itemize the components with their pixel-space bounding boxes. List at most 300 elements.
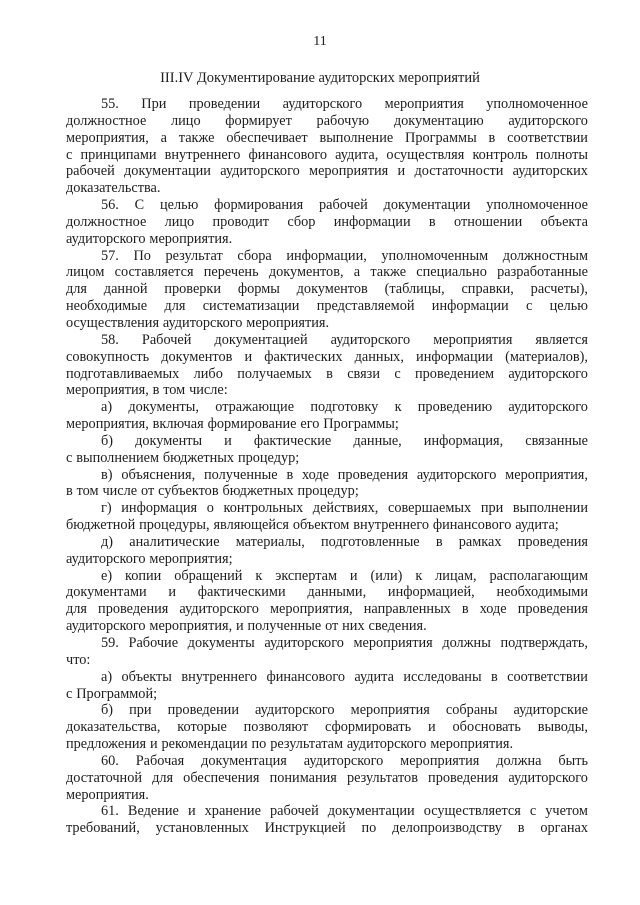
word: документацию: [393, 112, 484, 129]
word: сбор: [287, 213, 316, 230]
word: о: [206, 500, 214, 517]
word: обеспечивает: [226, 129, 308, 146]
word: том: [163, 382, 186, 399]
word: числе: [102, 483, 138, 500]
word: уполномоченное: [486, 96, 588, 112]
word: (или): [370, 567, 403, 584]
word: с: [66, 449, 73, 466]
word: мероприятия: [350, 702, 430, 719]
word: и: [244, 348, 253, 365]
word: по: [251, 736, 267, 753]
text-line: [66, 669, 588, 686]
text-line: [66, 551, 588, 568]
word: проведении: [167, 702, 239, 719]
word: мероприятия.: [430, 736, 514, 753]
word: объекты: [121, 668, 172, 685]
word: сформировать: [325, 719, 412, 736]
word: при: [480, 500, 504, 517]
word: совершаемых: [388, 500, 472, 517]
text-line: [66, 197, 588, 214]
word: быть: [558, 752, 588, 769]
text-line: [66, 719, 588, 736]
word: принципами: [80, 146, 157, 163]
word: проведении: [188, 96, 261, 112]
word: рабочей: [269, 803, 319, 820]
word: а: [160, 129, 167, 146]
text-line: [66, 820, 588, 837]
word: информации,: [286, 247, 367, 264]
text-line: [66, 264, 588, 281]
word: рамках: [458, 533, 502, 550]
word: понимания: [269, 769, 337, 786]
word: том: [76, 483, 99, 500]
word: числе:: [189, 382, 228, 399]
word: Инструкцией: [264, 820, 346, 837]
word: контроль: [472, 146, 528, 163]
word: информация: [121, 500, 198, 517]
word: полученные: [203, 466, 278, 483]
word: аудиторского: [162, 314, 243, 331]
word: расчеты),: [530, 281, 588, 298]
word: аудиторского: [508, 365, 588, 382]
word: с: [394, 365, 401, 382]
text-line: [66, 568, 588, 585]
word: действиях,: [312, 500, 379, 517]
word: и: [149, 736, 158, 753]
text-line: [66, 652, 588, 669]
word: систематизации: [202, 298, 300, 315]
word: По: [133, 247, 151, 264]
word: мероприятия: [353, 635, 433, 651]
word: документации: [383, 197, 471, 214]
word: достаточности: [414, 163, 504, 180]
text-line: [66, 450, 588, 467]
page-number: 11: [313, 34, 327, 49]
word: достаточной: [66, 769, 143, 786]
word: аудиторского: [508, 112, 588, 129]
word: для: [66, 281, 87, 298]
text-line: [66, 736, 588, 753]
text-line: [66, 534, 588, 551]
word: должна: [496, 752, 542, 769]
word: установленных: [155, 820, 249, 837]
word: бюджетных: [222, 483, 294, 500]
word: проведения: [337, 466, 409, 483]
word: д): [101, 533, 114, 550]
word: процедур;: [237, 449, 300, 466]
word: выполнением: [76, 449, 160, 466]
word: либо: [193, 365, 223, 382]
word: в: [326, 365, 333, 382]
word: б): [101, 432, 114, 449]
word: разработанные: [497, 264, 588, 281]
word: сведения.: [368, 618, 427, 635]
word: информации: [333, 213, 411, 230]
word: с: [529, 803, 537, 820]
word: бюджетных: [162, 449, 235, 466]
word: материалы,: [235, 533, 305, 550]
word: представляемой: [316, 298, 415, 315]
word: данной: [103, 281, 148, 298]
word: в: [286, 466, 294, 483]
word: аудиторского: [264, 635, 344, 651]
word: в: [461, 601, 469, 618]
word: С: [134, 197, 145, 214]
word: мероприятия;: [149, 550, 233, 567]
word: которые: [177, 719, 227, 736]
word: проведения: [517, 533, 588, 550]
word: и: [187, 803, 196, 820]
word: а): [101, 668, 113, 685]
word: Рабочей: [141, 331, 192, 348]
word: для: [164, 298, 186, 315]
word: ходе: [479, 601, 507, 618]
word: в: [428, 213, 436, 230]
word: проверки: [164, 281, 222, 298]
word: фактические: [253, 432, 332, 449]
word: внутреннего: [353, 517, 429, 534]
text-line: [66, 248, 588, 265]
word: являющейся: [213, 517, 289, 534]
word: аудита,: [335, 146, 379, 163]
word: выводы,: [537, 719, 588, 736]
text-line: [66, 315, 588, 332]
text-line: [66, 332, 588, 349]
word: должностное: [66, 112, 147, 129]
word: к: [415, 567, 423, 584]
word: документы: [187, 635, 255, 651]
word: полученные: [247, 618, 322, 635]
word: необходимыми: [496, 584, 588, 601]
word: аудита: [354, 668, 394, 685]
word: обращений: [174, 567, 243, 584]
word: осуществляя: [386, 146, 465, 163]
text-line: [66, 382, 588, 399]
word: объектом: [292, 517, 350, 534]
word: аудиторского: [220, 163, 300, 180]
word: аудиторского: [330, 331, 411, 348]
word: аудиторского: [416, 466, 497, 483]
word: для: [66, 601, 87, 618]
text-line: [66, 231, 588, 248]
word: справки,: [461, 281, 514, 298]
word: обеспечения: [183, 769, 260, 786]
word: является: [535, 331, 588, 348]
word: 58.: [101, 331, 119, 348]
word: и: [428, 719, 436, 736]
word: лицам,: [435, 567, 477, 584]
word: документации: [327, 803, 415, 820]
text-line: [66, 349, 588, 366]
text-line: [66, 517, 588, 534]
text-line: [66, 500, 588, 517]
word: в): [101, 466, 113, 483]
word: включая: [152, 416, 204, 433]
word: осуществляется: [423, 803, 521, 820]
word: органах: [540, 820, 588, 837]
word: фактических: [264, 348, 343, 365]
word: отражающие: [215, 399, 295, 416]
word: мероприятия: [384, 96, 464, 112]
word: подтверждать,: [500, 635, 588, 651]
word: объекта: [540, 213, 588, 230]
word: аудиторского: [66, 230, 146, 247]
word: его: [300, 416, 320, 433]
word: в: [488, 129, 496, 146]
text-line: [66, 803, 588, 820]
word: бюджетной: [66, 517, 136, 534]
word: 61.: [101, 803, 119, 820]
text-line: [66, 130, 588, 147]
word: информации: [431, 298, 509, 315]
word: аудиторского: [303, 752, 384, 769]
word: г): [101, 500, 112, 517]
word: должностное: [66, 213, 147, 230]
text-line: [66, 214, 588, 231]
word: мероприятия: [309, 163, 389, 180]
word: формирования: [214, 197, 304, 214]
word: целью: [159, 197, 199, 214]
word: документы,: [128, 399, 199, 416]
word: 55.: [101, 96, 119, 112]
word: результатам: [270, 736, 344, 753]
word: с: [525, 298, 533, 315]
word: должны: [442, 635, 491, 651]
word: 57.: [101, 247, 119, 264]
text-line: [66, 770, 588, 787]
text-line: [66, 686, 588, 703]
text-line: [66, 180, 588, 197]
word: процедуры,: [139, 517, 210, 534]
word: необходимые: [66, 298, 148, 315]
word: документов: [296, 281, 368, 298]
word: (таблицы,: [384, 281, 445, 298]
word: к: [394, 399, 402, 416]
word: соответствии: [507, 668, 588, 685]
word: от: [141, 483, 155, 500]
word: располагающим: [489, 567, 588, 584]
word: документации: [124, 163, 211, 180]
word: мероприятия,: [505, 466, 588, 483]
word: аудиторского: [282, 96, 363, 112]
text-line: [66, 298, 588, 315]
word: е): [101, 567, 113, 584]
word: в: [517, 820, 525, 837]
word: данными,: [307, 584, 367, 601]
word: выполнение: [319, 129, 394, 146]
word: полноты: [535, 146, 588, 163]
word: документация: [201, 752, 287, 769]
word: Ведение: [127, 803, 179, 820]
text-line: [66, 584, 588, 601]
word: в: [490, 668, 498, 685]
word: мероприятия,: [149, 618, 233, 635]
text-line: [66, 635, 588, 652]
text-line: [66, 483, 588, 500]
word: рабочей: [319, 197, 368, 214]
word: перечень: [203, 264, 259, 281]
word: документацией: [214, 331, 308, 348]
word: доказательства,: [66, 719, 161, 736]
word: мероприятия.: [149, 230, 233, 247]
word: целью: [549, 298, 588, 315]
word: копии: [125, 567, 162, 584]
word: связи: [347, 365, 380, 382]
word: 60.: [101, 752, 119, 769]
word: соответствии: [507, 129, 588, 146]
text-line: [66, 281, 588, 298]
word: ходе: [302, 466, 329, 483]
word: контрольных: [223, 500, 304, 517]
word: Программой;: [76, 685, 158, 702]
word: документов: [161, 348, 233, 365]
word: них: [342, 618, 365, 635]
text-line: [66, 601, 588, 618]
word: мероприятия.: [66, 786, 149, 803]
word: внутреннего: [181, 668, 258, 685]
document-body: [66, 96, 588, 837]
word: субъектов: [158, 483, 219, 500]
text-line: [66, 147, 588, 164]
text-line: [66, 787, 588, 804]
word: документов,: [268, 264, 344, 281]
word: для: [152, 769, 174, 786]
word: в: [66, 483, 73, 500]
word: формирование: [207, 416, 297, 433]
word: и: [224, 432, 232, 449]
word: и: [397, 163, 406, 180]
word: уполномоченным: [381, 247, 489, 264]
word: 56.: [101, 197, 119, 214]
word: мероприятия: [400, 752, 480, 769]
word: связанные: [525, 432, 588, 449]
word: получаемых: [237, 365, 312, 382]
word: подготавливаемых: [66, 365, 180, 382]
word: аналитические: [129, 533, 220, 550]
word: составляется: [114, 264, 194, 281]
word: объяснения,: [121, 466, 196, 483]
word: проводит: [212, 213, 270, 230]
word: формы: [237, 281, 280, 298]
word: Программы: [405, 129, 477, 146]
word: (материалов),: [505, 348, 588, 365]
word: внутреннего: [164, 146, 241, 163]
word: аудиторского: [255, 702, 335, 719]
word: рекомендации: [161, 736, 248, 753]
word: рабочую: [316, 112, 370, 129]
word: информация,: [423, 432, 504, 449]
word: лицом: [66, 264, 105, 281]
word: мероприятия.: [246, 314, 330, 331]
word: аудиторских: [512, 163, 588, 180]
word: и: [168, 584, 177, 601]
word: проведению: [417, 399, 493, 416]
word: в: [152, 382, 160, 399]
word: аудиторского: [179, 601, 259, 618]
word: что:: [66, 651, 91, 668]
word: совокупность: [66, 348, 150, 365]
word: к: [255, 567, 263, 584]
text-line: [66, 618, 588, 635]
word: также: [370, 264, 407, 281]
text-line: [66, 113, 588, 130]
word: При: [141, 96, 167, 112]
word: аудиторского: [508, 769, 588, 786]
word: аудиторского: [346, 736, 427, 753]
word: направленных: [363, 601, 451, 618]
word: результат: [165, 247, 223, 264]
word: мероприятия,: [66, 416, 149, 433]
word: мероприятия,: [66, 129, 149, 146]
text-line: [66, 163, 588, 180]
word: Рабочая: [135, 752, 185, 769]
word: с: [66, 685, 73, 702]
word: а: [353, 264, 361, 281]
word: выполнении: [512, 500, 588, 517]
text-line: [66, 416, 588, 433]
word: позволяют: [243, 719, 309, 736]
word: требований,: [66, 820, 140, 837]
word: подготовленные: [321, 533, 420, 550]
word: мероприятия,: [66, 382, 149, 399]
word: хранение: [204, 803, 261, 820]
word: мероприятия,: [269, 601, 353, 618]
word: документами: [66, 584, 147, 601]
word: должностным: [502, 247, 588, 264]
text-line: [66, 467, 588, 484]
word: собраны: [445, 702, 498, 719]
word: процедур;: [297, 483, 359, 500]
word: формирует: [225, 112, 292, 129]
text-line: [66, 366, 588, 383]
word: лицо: [171, 112, 201, 129]
word: и: [236, 618, 244, 635]
word: б): [101, 702, 114, 719]
word: финансового: [266, 668, 345, 685]
word: экспертам: [275, 567, 338, 584]
word: Программы;: [323, 416, 399, 433]
word: мероприятия: [433, 331, 513, 348]
word: аудиторского: [508, 399, 588, 416]
word: обосновать: [452, 719, 521, 736]
word: 59.: [101, 635, 119, 651]
word: отношении: [453, 213, 523, 230]
word: Рабочие: [128, 635, 179, 651]
word: подготовку: [310, 399, 379, 416]
word: информацией,: [387, 584, 475, 601]
text-line: [66, 433, 588, 450]
word: учетом: [545, 803, 588, 820]
word: по: [361, 820, 377, 837]
word: информации: [416, 348, 493, 365]
word: проведения: [517, 601, 588, 618]
word: сбора: [237, 247, 272, 264]
word: аудиторские: [513, 702, 588, 719]
word: финансового: [248, 146, 328, 163]
word: аудиторского: [66, 618, 146, 635]
text-line: [66, 702, 588, 719]
word: делопроизводству: [392, 820, 502, 837]
word: уполномоченное: [486, 197, 588, 214]
word: данных,: [354, 348, 404, 365]
word: лицо: [164, 213, 195, 230]
word: а): [101, 399, 113, 416]
text-line: [66, 399, 588, 416]
word: фактическими: [197, 584, 286, 601]
word: от: [325, 618, 339, 635]
word: в: [435, 533, 443, 550]
word: доказательства.: [66, 180, 161, 197]
